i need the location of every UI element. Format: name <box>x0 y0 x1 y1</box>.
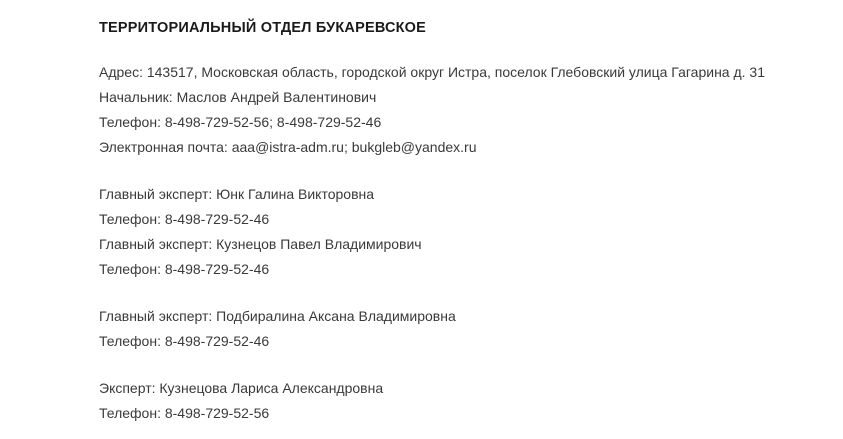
expert-phone-line: Телефон: 8-498-729-52-46 <box>99 261 270 278</box>
address-line: Адрес: 143517, Московская область, городской округ Истра, поселок Глебовский улица Гагарина д. 31 <box>99 64 765 81</box>
expert-name-line: Главный эксперт: Юнк Галина Викторовна <box>99 186 375 203</box>
head-line: Начальник: Маслов Андрей Валентинович <box>99 89 377 106</box>
expert-phone-line: Телефон: 8-498-729-52-46 <box>99 333 270 350</box>
contact-block-experts-2 <box>99 304 819 354</box>
email-line: Электронная почта: aaa@istra-adm.ru; bukgleb@yandex.ru <box>99 139 477 156</box>
page-title: ТЕРРИТОРИАЛЬНЫЙ ОТДЕЛ БУКАРЕВСКОЕ <box>99 20 427 36</box>
expert-name-line: Главный эксперт: Кузнецов Павел Владимирович <box>99 236 422 253</box>
expert-phone-line: Телефон: 8-498-729-52-46 <box>99 211 270 228</box>
phone-line: Телефон: 8-498-729-52-56; 8-498-729-52-46 <box>99 114 382 131</box>
contact-block-experts-1 <box>99 182 819 282</box>
contact-block-main <box>99 60 819 160</box>
expert-name-line: Главный эксперт: Подбиралина Аксана Владимировна <box>99 308 456 325</box>
contact-block-experts-3 <box>99 376 819 426</box>
expert-phone-line: Телефон: 8-498-729-52-56 <box>99 405 270 422</box>
expert-name-line: Эксперт: Кузнецова Лариса Александровна <box>99 380 384 397</box>
